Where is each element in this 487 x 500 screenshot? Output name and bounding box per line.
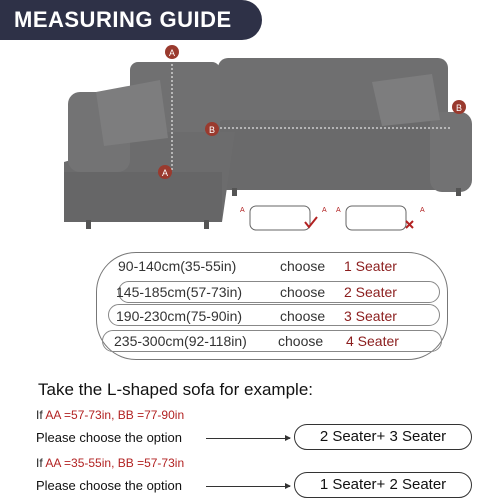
option-pill: 1 Seater+ 2 Seater — [294, 472, 472, 498]
seater-option: 2 Seater — [344, 284, 397, 300]
seater-option: 4 Seater — [346, 333, 399, 349]
svg-text:A: A — [240, 207, 245, 214]
choose-label: choose — [278, 333, 324, 349]
arrow-icon — [206, 438, 290, 439]
choose-label: choose — [280, 258, 326, 274]
marker-a-top — [165, 45, 179, 59]
correct-measure-icon — [240, 206, 327, 230]
svg-text:B: B — [455, 103, 463, 113]
sofa-illustration — [0, 0, 487, 245]
incorrect-measure-icon — [336, 206, 425, 230]
svg-text:A: A — [161, 168, 169, 178]
size-range: 145-185cm(57-73in) — [116, 284, 243, 300]
choose-label: choose — [280, 284, 326, 300]
marker-a-bottom — [158, 165, 172, 179]
seater-option: 3 Seater — [344, 308, 397, 324]
svg-text:A: A — [322, 207, 327, 214]
size-range: 90-140cm(35-55in) — [118, 258, 237, 274]
svg-text:A: A — [336, 207, 341, 214]
page-title: MEASURING GUIDE — [14, 7, 232, 32]
example-title: Take the L-shaped sofa for example: — [38, 380, 313, 399]
marker-b-left — [205, 122, 219, 136]
size-range: 190-230cm(75-90in) — [116, 308, 243, 324]
seater-option: 1 Seater — [344, 258, 397, 274]
option-pill: 2 Seater+ 3 Seater — [294, 424, 472, 450]
svg-text:A: A — [168, 48, 176, 58]
example-condition: If AA =35-55in, BB =57-73in — [36, 456, 185, 470]
marker-b-right — [452, 100, 466, 114]
arrow-icon — [206, 486, 290, 487]
svg-text:A: A — [420, 207, 425, 214]
example-instruction: Please choose the option — [36, 430, 182, 445]
example-condition: If AA =57-73in, BB =77-90in — [36, 408, 185, 422]
size-range: 235-300cm(92-118in) — [114, 333, 247, 349]
choose-label: choose — [280, 308, 326, 324]
svg-text:B: B — [208, 125, 216, 135]
example-instruction: Please choose the option — [36, 478, 182, 493]
